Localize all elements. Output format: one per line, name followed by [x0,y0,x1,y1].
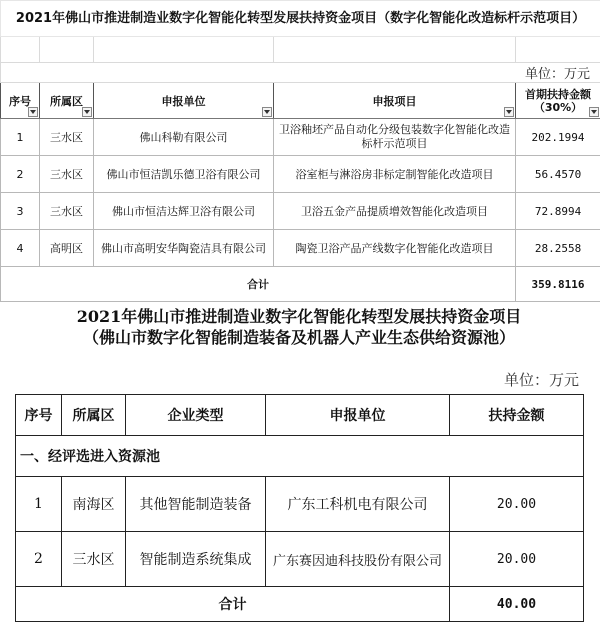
cell-type: 智能制造系统集成 [126,532,266,587]
total-label: 合计 [1,267,516,302]
cell-applicant: 广东工科机电有限公司 [266,477,450,532]
table-row [1,119,600,156]
cell-no: 1 [1,119,40,156]
total-value: 40.00 [450,587,584,622]
header-district: 所属区 [62,395,126,436]
cell-district: 高明区 [40,230,94,267]
table2 [15,394,584,622]
header-district[interactable]: 所属区 [40,83,94,119]
header-type: 企业类型 [126,395,266,436]
cell-no: 1 [16,477,62,532]
header-amount[interactable]: 首期扶持金额（30%） [516,83,600,119]
table2-container [15,296,583,626]
table-row [16,477,584,532]
table-row [1,193,600,230]
table1 [0,0,600,302]
cell-applicant: 广东赛因迪科技股份有限公司 [266,532,450,587]
cell-type: 其他智能制造装备 [126,477,266,532]
cell-amount: 20.00 [450,532,584,587]
filter-dropdown-icon[interactable] [262,107,272,117]
filter-dropdown-icon[interactable] [82,107,92,117]
header-amount: 扶持金额 [450,395,584,436]
cell-project: 陶瓷卫浴产品产线数字化智能化改造项目 [274,230,516,267]
header-applicant: 申报单位 [266,395,450,436]
section-label: 一、经评选进入资源池 [16,436,584,477]
table2-total-row [16,587,584,622]
cell-no: 2 [1,156,40,193]
table2-unit: 单位：万元 [503,371,579,389]
table-row [16,532,584,587]
cell-amount: 56.4570 [516,156,600,193]
cell-district: 南海区 [62,477,126,532]
table1-container [0,0,600,293]
header-applicant[interactable]: 申报单位 [94,83,274,119]
filter-dropdown-icon[interactable] [28,107,38,117]
cell-no: 2 [16,532,62,587]
table1-title: 2021年佛山市推进制造业数字化智能化转型发展扶持资金项目（数字化智能化改造标杆示范项目） [1,1,600,37]
cell-amount: 28.2558 [516,230,600,267]
table-row [1,156,600,193]
total-value: 359.8116 [516,267,600,302]
table1-unit: 单位：万元 [516,63,600,83]
cell-district: 三水区 [62,532,126,587]
cell-project: 浴室柜与淋浴房非标定制智能化改造项目 [274,156,516,193]
filter-dropdown-icon[interactable] [589,107,599,117]
cell-district: 三水区 [40,119,94,156]
cell-amount: 72.8994 [516,193,600,230]
table1-header-row [1,83,600,119]
cell-applicant: 佛山市高明安华陶瓷洁具有限公司 [94,230,274,267]
cell-applicant: 佛山市恒洁达辉卫浴有限公司 [94,193,274,230]
table2-header-row [16,395,584,436]
header-project[interactable]: 申报项目 [274,83,516,119]
cell-no: 4 [1,230,40,267]
cell-applicant: 佛山科勒有限公司 [94,119,274,156]
header-no[interactable]: 序号 [1,83,40,119]
cell-project: 卫浴釉坯产品自动化分级包装数字化智能化改造标杆示范项目 [274,119,516,156]
table-row [1,230,600,267]
cell-no: 3 [1,193,40,230]
cell-applicant: 佛山市恒洁凯乐德卫浴有限公司 [94,156,274,193]
filter-dropdown-icon[interactable] [504,107,514,117]
cell-amount: 20.00 [450,477,584,532]
header-no: 序号 [16,395,62,436]
table2-title: 2021年佛山市推进制造业数字化智能化转型发展扶持资金项目 （佛山市数字化智能制造装备及机器人产业生态供给资源池） [76,307,522,347]
cell-amount: 202.1994 [516,119,600,156]
cell-project: 卫浴五金产品提质增效智能化改造项目 [274,193,516,230]
total-label: 合计 [16,587,450,622]
section-row [16,436,584,477]
cell-district: 三水区 [40,193,94,230]
cell-district: 三水区 [40,156,94,193]
